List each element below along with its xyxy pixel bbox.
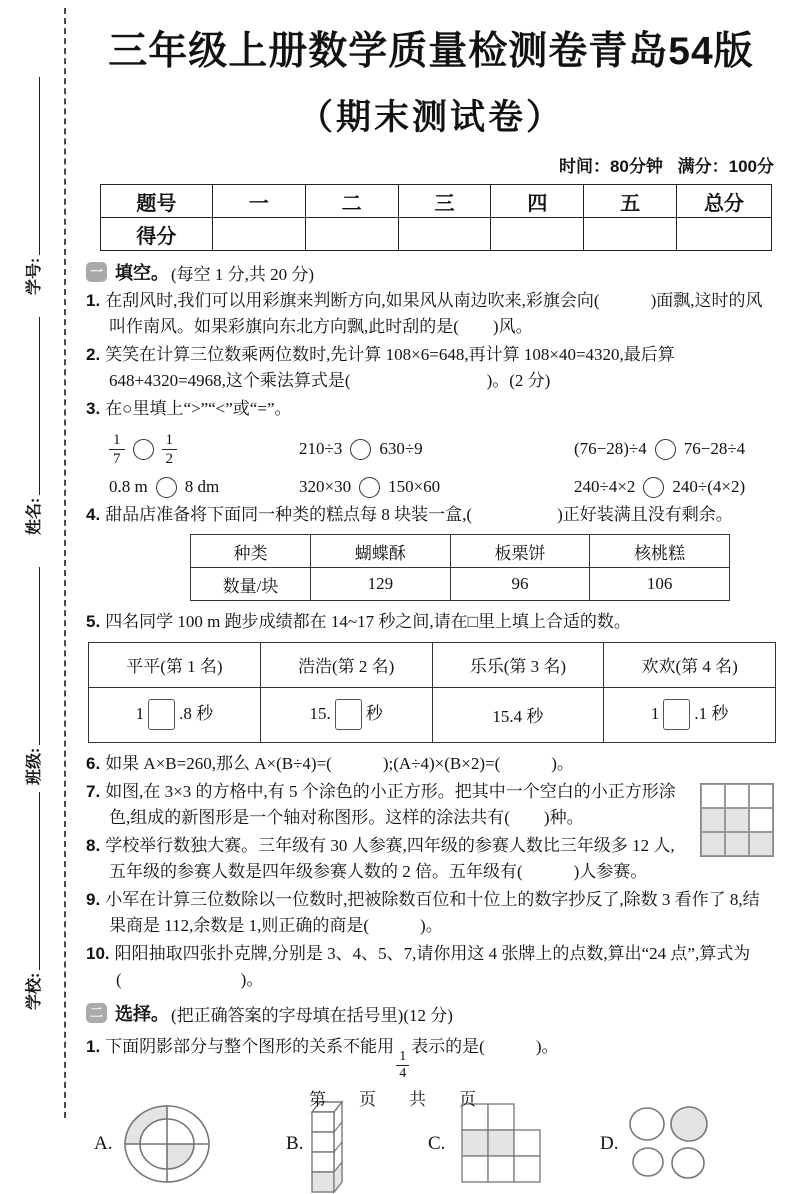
expression-left: (76−28)÷4	[574, 439, 647, 458]
comparison-item	[574, 477, 776, 498]
expression-left: 0.8 m	[109, 477, 148, 496]
compare-circle-icon	[655, 439, 676, 460]
compare-circle-icon	[643, 477, 664, 498]
grid-cell	[725, 832, 749, 856]
section-one-badge-icon: 一	[86, 262, 107, 282]
comparison-item	[109, 477, 299, 498]
question-number: 6.	[86, 753, 101, 773]
grid-cell	[701, 784, 725, 808]
score-table	[100, 184, 772, 251]
option-label: D.	[600, 1133, 619, 1155]
page-subtitle: （期末测试卷）	[297, 98, 564, 137]
fraction-numerator: 1	[396, 1049, 409, 1066]
fraction-denominator: 7	[113, 450, 121, 467]
question-3	[86, 396, 776, 422]
question-1	[86, 288, 776, 339]
score-empty-cell	[677, 218, 772, 251]
table-cell: 蝴蝶酥	[311, 535, 451, 568]
option-label: C.	[428, 1133, 446, 1155]
school-label: 学校:	[26, 972, 43, 1010]
score-empty-cell	[305, 218, 398, 251]
expression-right: 240÷(4×2)	[672, 477, 746, 496]
section-2-header	[86, 1000, 776, 1026]
expression-right: 76−28÷4	[683, 439, 746, 458]
question-number: 9.	[86, 890, 101, 909]
sidebar-field-school	[20, 790, 44, 1010]
section-1-header	[86, 259, 776, 285]
table-cell: 浩浩(第 2 名)	[260, 642, 432, 687]
table-cell: 核桃糕	[590, 535, 730, 568]
question-text: 笑笑在计算三位数乘两位数时,先计算 108×6=648,再计算 108×40=4320,最后算 648+4320=4968,这个乘法算式是( )。(2 分)	[105, 345, 675, 390]
score-empty-cell	[398, 218, 491, 251]
score-empty-cell	[212, 218, 305, 251]
class-label: 班级:	[26, 747, 43, 785]
time-limit: 时间：80分钟	[558, 157, 663, 176]
section-2-title: 选择。	[115, 1004, 169, 1024]
question-7	[86, 779, 776, 830]
expression-right: 8 dm	[184, 477, 220, 496]
choice-question-1	[86, 1034, 776, 1082]
option-d-four-circles-figure	[623, 1102, 715, 1186]
question-8	[86, 833, 776, 884]
time-prefix: 1	[650, 703, 660, 723]
comparison-item	[299, 477, 574, 498]
score-empty-cell	[584, 218, 677, 251]
grid-cell	[749, 808, 773, 832]
fraction	[396, 1049, 409, 1082]
expression-right: 150×60	[388, 477, 441, 496]
section-1-note: (每空 1 分,共 20 分)	[171, 264, 315, 284]
question-text: 小军在计算三位数除以一位数时,把被除数百位和十位上的数字抄反了,除数 3 看作了 8,结果商是 112,余数是 1,则正确的商是( )。	[105, 890, 760, 935]
fraction-numerator: 1	[162, 431, 178, 450]
compare-circle-icon	[133, 439, 154, 460]
page-title: 三年级上册数学质量检测卷青岛54版	[108, 30, 754, 73]
question-text: 学校举行数独大赛。三年级有 30 人参赛,四年级的参赛人数比三年级多 12 人,五年级的参赛人数是四年级参赛人数的 2 倍。五年级有( )人参赛。	[105, 836, 675, 881]
expression-left: 210÷3	[299, 439, 343, 458]
table-cell: 平平(第 1 名)	[89, 642, 261, 687]
table-cell: 数量/块	[191, 568, 311, 601]
answer-box	[663, 699, 690, 730]
answer-box	[335, 699, 362, 730]
question-number: 5.	[86, 612, 101, 631]
time-suffix: .8 秒	[179, 703, 214, 723]
question-number: 3.	[86, 399, 101, 418]
score-header-cell: 四	[491, 185, 584, 218]
score-header-cell: 一	[212, 185, 305, 218]
comparison-item	[574, 439, 776, 460]
question-text: 如果 A×B=260,那么 A×(B÷4)=( );(A÷4)×(B×2)=( )。	[105, 753, 574, 773]
table-row	[191, 568, 730, 601]
option-d	[600, 1102, 776, 1186]
question-number: 1.	[86, 1037, 101, 1056]
table-cell	[604, 687, 776, 742]
class-write-line	[38, 567, 40, 745]
table-row	[191, 535, 730, 568]
table-cell: 129	[311, 568, 451, 601]
table-header-row	[89, 642, 776, 687]
question-text-after: 表示的是( )。	[411, 1037, 559, 1056]
question-4	[86, 502, 776, 528]
question-2	[86, 342, 776, 393]
grid-cell	[701, 808, 725, 832]
question-text: 在刮风时,我们可以用彩旗来判断方向,如果风从南边吹来,彩旗会向( )面飘,这时的风叫作南风。如果彩旗向东北方向飘,此时刮的是( )风。	[105, 291, 763, 336]
question-number: 10.	[86, 944, 110, 963]
score-row-label: 得分	[101, 218, 213, 251]
binding-dashed-line	[64, 8, 66, 1118]
table-cell: 乐乐(第 3 名)	[432, 642, 604, 687]
name-label: 姓名:	[26, 497, 43, 535]
compare-circle-icon	[156, 477, 177, 498]
section-two-badge-icon: 二	[86, 1003, 107, 1023]
student-no-write-line	[38, 77, 40, 255]
compare-circle-icon	[350, 439, 371, 460]
table-cell: 96	[450, 568, 590, 601]
table-cell: 欢欢(第 4 名)	[604, 642, 776, 687]
fraction-numerator: 1	[109, 431, 125, 450]
fraction-denominator: 4	[399, 1066, 407, 1082]
question-10	[86, 941, 776, 992]
option-a	[94, 1100, 286, 1188]
q7-grid	[700, 783, 774, 857]
question-text: 阳阳抽取四张扑克牌,分别是 3、4、5、7,请你用这 4 张牌上的点数,算出“24 点”,算式为( )。	[114, 944, 751, 989]
score-table-header-row	[101, 185, 772, 218]
q4-pastry-table	[190, 534, 730, 601]
time-value: 15.4 秒	[492, 707, 544, 726]
table-data-row	[89, 687, 776, 742]
option-a-concentric-circles-figure	[117, 1100, 217, 1188]
question-number: 2.	[86, 345, 101, 364]
expression-left: 240÷4×2	[574, 477, 636, 496]
score-header-cell: 总分	[677, 185, 772, 218]
page-footer: 第 页 共 页	[309, 1090, 484, 1109]
q3-comparisons-row-2	[109, 477, 776, 498]
time-prefix: 15.	[309, 703, 331, 723]
main-content	[86, 16, 776, 1194]
question-number: 8.	[86, 836, 101, 855]
name-write-line	[38, 317, 40, 495]
section-1-title: 填空。	[115, 263, 169, 283]
question-number: 1.	[86, 291, 101, 310]
grid-cell	[725, 808, 749, 832]
score-header-cell: 三	[398, 185, 491, 218]
table-cell	[432, 687, 604, 742]
fraction	[109, 431, 125, 468]
question-number: 4.	[86, 504, 101, 524]
compare-circle-icon	[359, 477, 380, 498]
expression-left: 320×30	[299, 477, 352, 496]
sidebar-field-student-no	[20, 75, 44, 295]
expression-right: 630÷9	[379, 439, 423, 458]
table-cell	[89, 687, 261, 742]
option-c	[428, 1102, 600, 1186]
table-cell: 种类	[191, 535, 311, 568]
q3-comparisons-row-1	[109, 431, 776, 468]
school-write-line	[38, 792, 40, 970]
student-no-label: 学号:	[26, 257, 43, 295]
question-number: 7.	[86, 782, 101, 801]
grid-cell	[749, 832, 773, 856]
table-cell: 板栗饼	[450, 535, 590, 568]
question-text: 在○里填上“>”“<”或“=”。	[105, 399, 292, 418]
time-suffix: 秒	[365, 703, 383, 723]
question-text-before: 下面阴影部分与整个图形的关系不能用	[105, 1037, 395, 1056]
exam-meta	[86, 152, 776, 177]
question-text: 甜品店准备将下面同一种类的糕点每 8 块装一盒,( )正好装满且没有剩余。	[105, 504, 733, 524]
score-header-cell: 五	[584, 185, 677, 218]
full-score: 满分：100分	[677, 157, 774, 176]
time-suffix: .1 秒	[694, 703, 729, 723]
fraction-denominator: 2	[165, 450, 173, 467]
score-table-score-row	[101, 218, 772, 251]
question-5	[86, 609, 776, 635]
option-c-square-grid-figure	[450, 1102, 556, 1186]
option-label: A.	[94, 1133, 113, 1155]
answer-box	[148, 699, 175, 730]
section-2-note: (把正确答案的字母填在括号里)(12 分)	[171, 1005, 453, 1025]
question-6	[86, 751, 776, 777]
score-header-cell: 二	[305, 185, 398, 218]
table-cell: 106	[590, 568, 730, 601]
sidebar-field-name	[20, 315, 44, 535]
time-prefix: 1	[135, 703, 145, 723]
fraction	[162, 431, 178, 468]
sidebar-field-class	[20, 565, 44, 785]
grid-cell	[725, 784, 749, 808]
comparison-item	[299, 439, 574, 460]
score-header-cell: 题号	[101, 185, 213, 218]
question-text: 四名同学 100 m 跑步成绩都在 14~17 秒之间,请在□里上填上合适的数。	[105, 612, 631, 631]
grid-cell	[701, 832, 725, 856]
comparison-item	[109, 431, 299, 468]
score-empty-cell	[491, 218, 584, 251]
table-cell	[260, 687, 432, 742]
grid-cell	[749, 784, 773, 808]
question-9	[86, 887, 776, 938]
q5-race-table	[88, 642, 776, 743]
question-text: 如图,在 3×3 的方格中,有 5 个涂色的小正方形。把其中一个空白的小正方形涂色,组成的新图形是一个轴对称图形。这样的涂法共有( )种。	[105, 782, 676, 827]
option-label: B.	[286, 1133, 304, 1155]
